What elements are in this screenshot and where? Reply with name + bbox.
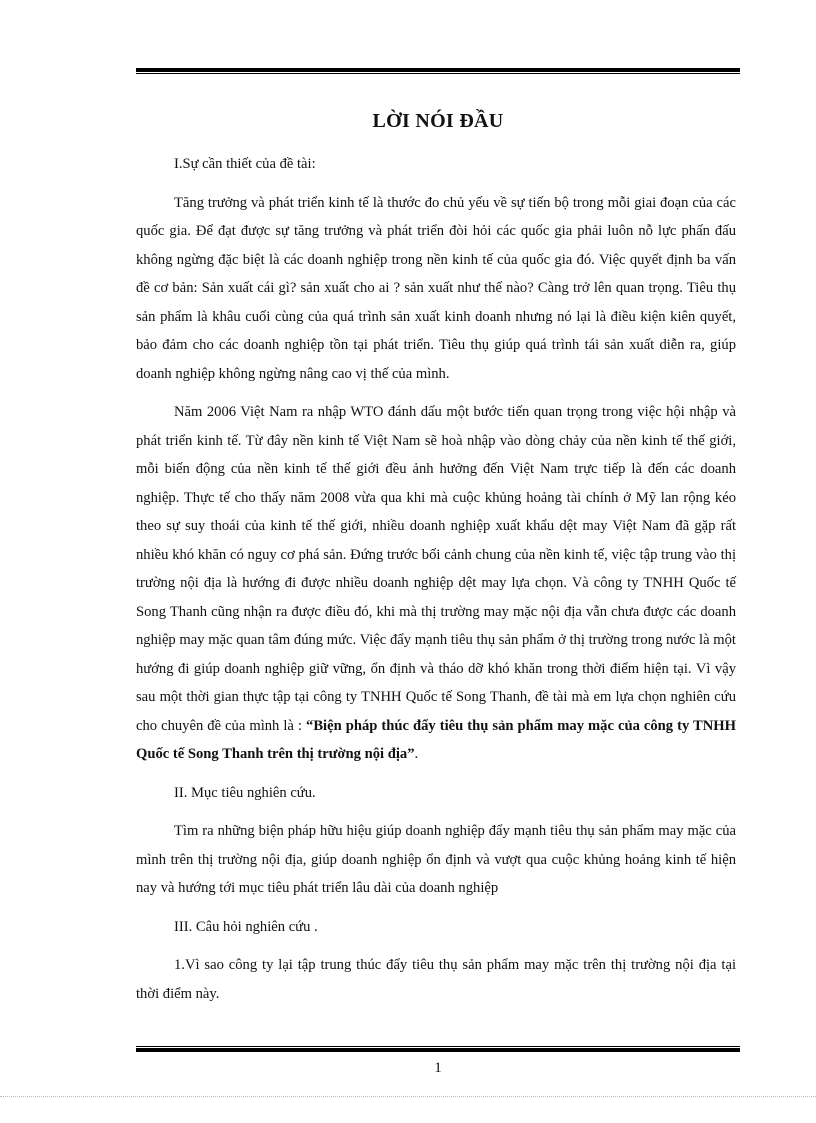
document-body [136, 150, 736, 1018]
section-heading-1: I.Sự cần thiết của đề tài: [174, 156, 316, 172]
thesis-title: “Biện pháp thúc đẩy tiêu thụ sản phẩm may mặc của công ty TNHH Quốc tế Song Thanh trên thị trường nội địa” [136, 717, 736, 762]
page-title: LỜI NÓI ĐẦU [372, 110, 504, 132]
header-rule [136, 68, 740, 74]
page-break-line [0, 1096, 816, 1097]
section-heading-3: III. Câu hỏi nghiên cứu . [174, 918, 318, 935]
paragraph-4: 1.Vì sao công ty lại tập trung thúc đẩy tiêu thụ sản phẩm may mặc trên thị trường nội địa tại thời điểm này. [136, 957, 736, 1002]
paragraph-1: Tăng trưởng và phát triển kinh tế là thước đo chủ yếu về sự tiến bộ trong mỗi giai đoạn của các quốc gia. Để đạt được sự tăng trưởng và phát triển đòi hỏi các quốc gia phải luôn nỗ lực phấn đấu không ngừng đặc biệt là các doanh nghiệp trong nền kinh tế của quốc gia đó. Việc quyết định ba vấn đề cơ bản: Sản xuất cái gì? sản xuất cho ai ? sản xuất như thế nào? Càng trở lên quan trọng. Tiêu thụ sản phẩm là khâu cuối cùng của quá trình sản xuất kinh doanh nhưng nó lại là điều kiện kiên quyết, bảo đảm cho các doanh nghiệp tồn tại phát triển. Tiêu thụ giúp quá trình tái sản xuất diễn ra, giúp doanh nghiệp không ngừng nâng cao vị thế của mình. [136, 194, 736, 382]
paragraph-2-text: Năm 2006 Việt Nam ra nhập WTO đánh dấu một bước tiến quan trọng trong việc hội nhập và phát triển kinh tế. Từ đây nền kinh tế Việt Nam sẽ hoà nhập vào dòng chảy của nền kinh tế thế giới, mỗi biến động của nền kinh tế thế giới đều ảnh hưởng đến Việt Nam trực tiếp là đến các doanh nghiệp. Thực tế cho thấy năm 2008 vừa qua khi mà cuộc khủng hoảng tài chính ở Mỹ lan rộng kéo theo sự suy thoái của kinh tế thế giới, nhiều doanh nghiệp xuất khẩu dệt may Việt Nam đã gặp rất nhiều khó khăn có nguy cơ phá sản. Đứng trước bối cảnh chung của nền kinh tế, việc tập trung vào thị trường nội địa là hướng đi được nhiều doanh nghiệp dệt may lựa chọn. Và công ty TNHH Quốc tế Song Thanh cũng nhận ra được điều đó, khi mà thị trường may mặc nội địa vẫn chưa được các doanh nghiệp may mặc quan tâm đúng mức. Việc đẩy mạnh tiêu thụ sản phẩm ở thị trường trong nước là một hướng đi giúp doanh nghiệp giữ vững, ổn định và tháo dỡ khó khăn trong thời điểm hiện tại. Vì vậy sau một thời gian thực tập tại công ty TNHH Quốc tế Song Thanh, đề tài mà em lựa chọn nghiên cứu cho chuyên đề của mình là : [136, 404, 736, 734]
paragraph-2 [136, 398, 736, 769]
paragraph-2-end: . [414, 746, 419, 762]
page-number: 1 [434, 1060, 442, 1076]
paragraph-3: Tìm ra những biện pháp hữu hiệu giúp doanh nghiệp đẩy mạnh tiêu thụ sản phẩm may mặc của mình trên thị trường nội địa, giúp doanh nghiệp ổn định và vượt qua cuộc khủng hoảng kinh tế hiện nay và hướng tới mục tiêu phát triển lâu dài của doanh nghiệp [136, 823, 736, 896]
footer-rule [136, 1046, 740, 1052]
section-heading-2: II. Mục tiêu nghiên cứu. [174, 784, 316, 801]
